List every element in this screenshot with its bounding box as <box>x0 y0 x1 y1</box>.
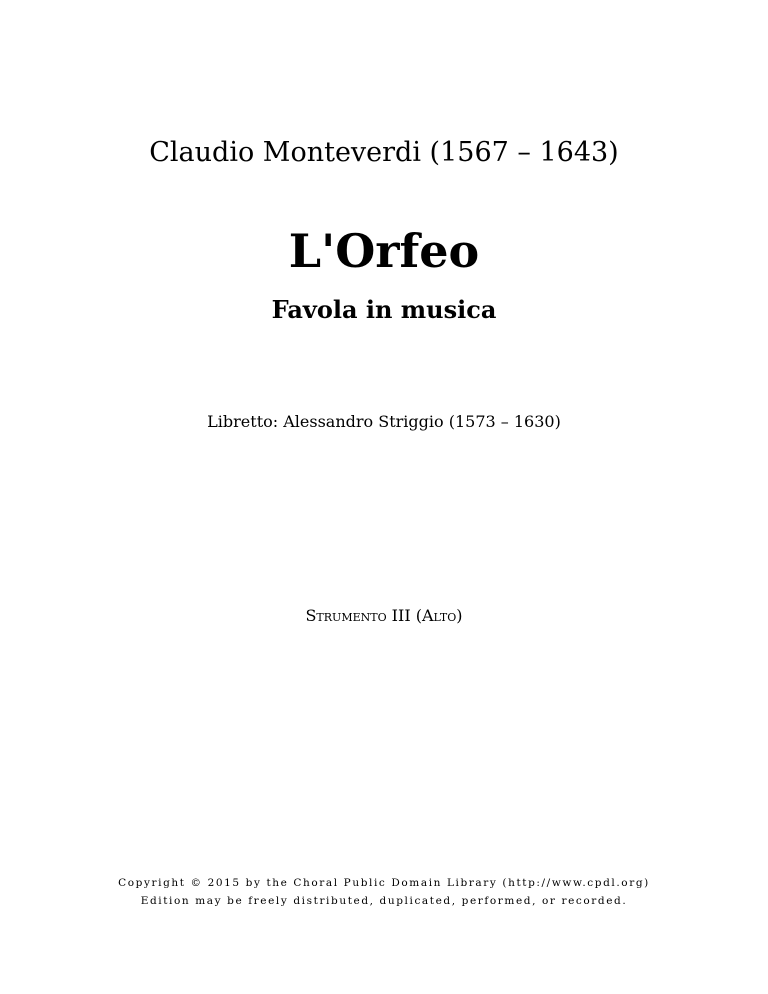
instrument-part: Strumento III (Alto) <box>305 606 463 625</box>
work-title: L'Orfeo <box>288 224 480 278</box>
copyright-notice: Copyright © 2015 by the Choral Public Domain Library (http://www.cpdl.org) <box>118 877 650 889</box>
work-subtitle: Favola in musica <box>271 295 497 324</box>
composer-name: Claudio Monteverdi (1567 – 1643) <box>149 137 619 168</box>
edition-notice: Edition may be freely distributed, duplicated, performed, or recorded. <box>140 895 628 907</box>
librettist-credit: Libretto: Alessandro Striggio (1573 – 1630) <box>207 412 561 431</box>
